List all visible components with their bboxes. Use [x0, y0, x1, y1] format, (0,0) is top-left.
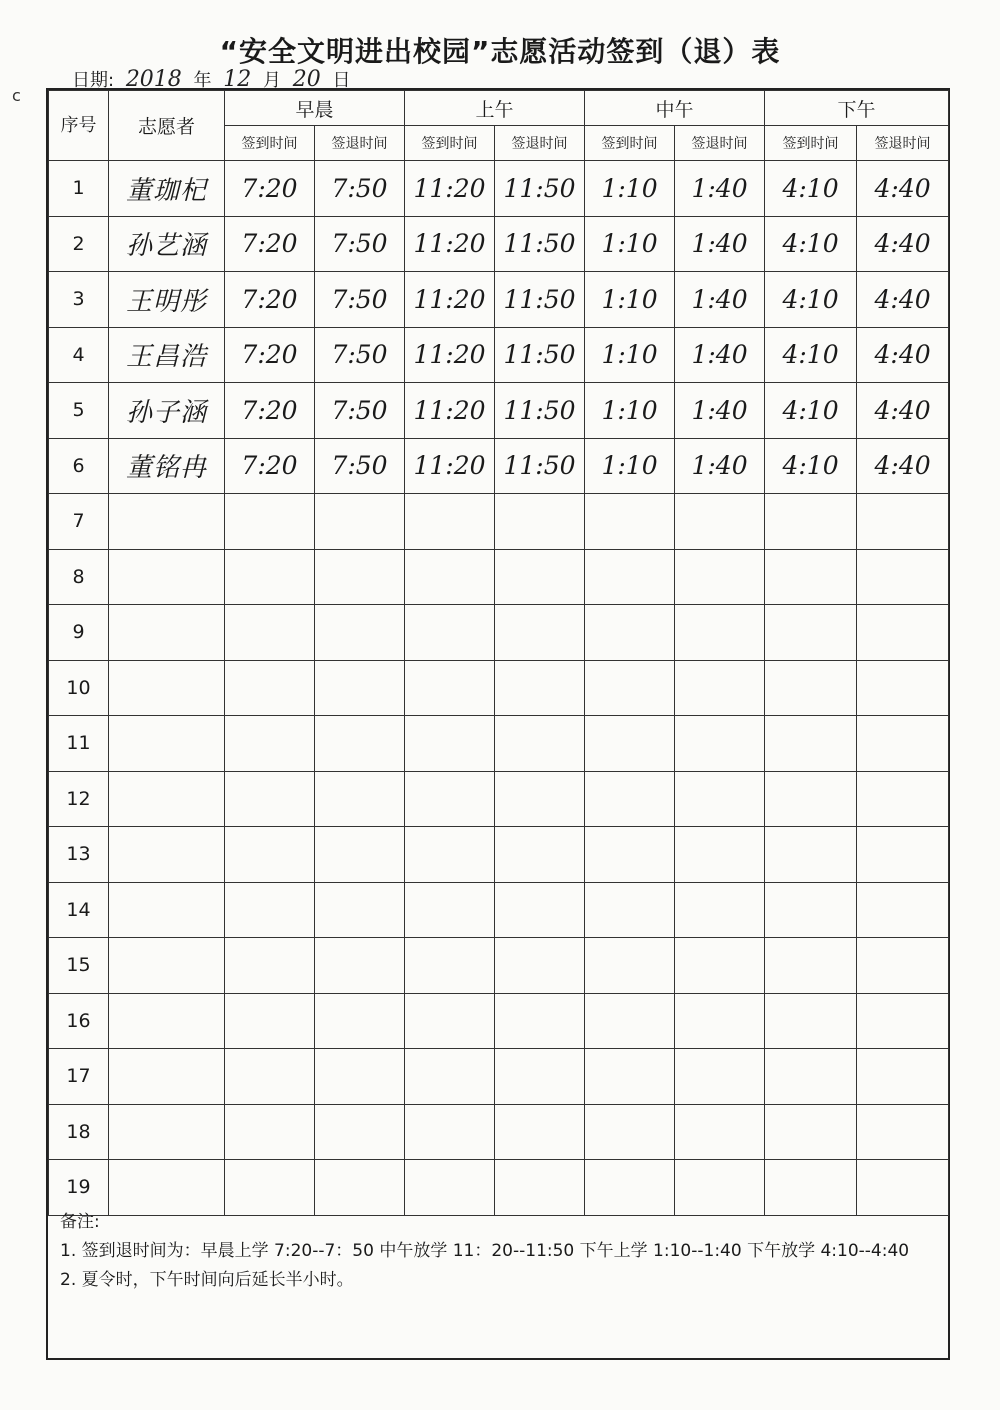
row-signin-time: 4:10	[765, 161, 857, 217]
row-volunteer-name	[109, 1160, 225, 1216]
table-row	[49, 383, 949, 439]
row-signin-time	[225, 938, 315, 994]
row-signin-time: 7:20	[225, 383, 315, 439]
row-signin-time	[225, 771, 315, 827]
notes-heading: 备注:	[60, 1212, 100, 1232]
header-signout: 签退时间	[315, 126, 405, 161]
row-signin-time: 1:10	[585, 161, 675, 217]
row-signin-time	[585, 1104, 675, 1160]
row-signin-time	[765, 1160, 857, 1216]
row-signin-time: 7:20	[225, 272, 315, 328]
row-volunteer-name	[109, 660, 225, 716]
row-signin-time	[585, 938, 675, 994]
row-signin-time: 4:10	[765, 327, 857, 383]
signin-table	[48, 90, 949, 1216]
row-signin-time	[585, 1049, 675, 1105]
date-month-label: 月	[263, 70, 282, 91]
row-signin-time	[765, 882, 857, 938]
row-signin-time: 1:10	[585, 438, 675, 494]
row-signout-time	[495, 993, 585, 1049]
row-signin-time	[225, 494, 315, 550]
row-signin-time	[765, 1049, 857, 1105]
row-signin-time: 7:20	[225, 327, 315, 383]
row-signin-time: 1:10	[585, 327, 675, 383]
row-signout-time: 1:40	[675, 216, 765, 272]
date-day: 20	[292, 67, 321, 92]
row-signin-time: 1:10	[585, 272, 675, 328]
row-signin-time: 7:20	[225, 216, 315, 272]
row-seq: 10	[49, 660, 109, 716]
row-signin-time: 7:20	[225, 161, 315, 217]
table-row	[49, 1049, 949, 1105]
row-signin-time: 4:10	[765, 438, 857, 494]
table-row	[49, 1104, 949, 1160]
table-row	[49, 438, 949, 494]
row-volunteer-name	[109, 882, 225, 938]
row-seq: 9	[49, 605, 109, 661]
row-volunteer-name: 王昌浩	[109, 327, 225, 383]
row-signout-time	[675, 660, 765, 716]
row-signout-time	[495, 827, 585, 883]
row-volunteer-name	[109, 605, 225, 661]
header-signin: 签到时间	[585, 126, 675, 161]
row-signout-time: 1:40	[675, 383, 765, 439]
row-seq: 6	[49, 438, 109, 494]
header-signin: 签到时间	[405, 126, 495, 161]
row-signout-time	[495, 716, 585, 772]
row-seq: 3	[49, 272, 109, 328]
row-signout-time	[857, 494, 949, 550]
row-signout-time: 11:50	[495, 161, 585, 217]
row-signout-time	[675, 1104, 765, 1160]
row-signout-time: 7:50	[315, 327, 405, 383]
row-signout-time	[315, 660, 405, 716]
row-signout-time	[675, 771, 765, 827]
row-signout-time	[315, 771, 405, 827]
row-signout-time: 7:50	[315, 383, 405, 439]
row-signout-time	[315, 1160, 405, 1216]
row-signout-time: 4:40	[857, 327, 949, 383]
row-signin-time	[405, 494, 495, 550]
row-seq: 19	[49, 1160, 109, 1216]
date-year-label: 年	[193, 70, 212, 91]
row-volunteer-name: 孙子涵	[109, 383, 225, 439]
row-signout-time	[495, 1049, 585, 1105]
header-period-noon: 中午	[585, 91, 765, 126]
form-title: “安全文明进出校园”志愿活动签到（退）表	[219, 35, 781, 68]
row-signin-time	[585, 827, 675, 883]
row-signout-time	[857, 938, 949, 994]
row-signout-time	[675, 938, 765, 994]
row-signin-time	[585, 771, 675, 827]
row-signout-time: 11:50	[495, 383, 585, 439]
row-signin-time	[765, 938, 857, 994]
row-signin-time: 11:20	[405, 327, 495, 383]
row-signin-time: 4:10	[765, 272, 857, 328]
row-signout-time	[315, 993, 405, 1049]
row-signout-time	[315, 716, 405, 772]
row-signin-time	[585, 549, 675, 605]
row-signout-time	[857, 716, 949, 772]
margin-mark: c	[12, 86, 21, 105]
row-signin-time	[405, 549, 495, 605]
row-seq: 5	[49, 383, 109, 439]
row-volunteer-name	[109, 993, 225, 1049]
row-signout-time	[495, 771, 585, 827]
header-signout: 签退时间	[675, 126, 765, 161]
row-signin-time	[405, 660, 495, 716]
row-signout-time	[675, 549, 765, 605]
row-volunteer-name: 董铭冉	[109, 438, 225, 494]
table-row	[49, 993, 949, 1049]
row-signin-time	[225, 1160, 315, 1216]
row-volunteer-name	[109, 1049, 225, 1105]
row-signin-time: 1:10	[585, 216, 675, 272]
row-signout-time	[857, 993, 949, 1049]
row-signout-time: 4:40	[857, 272, 949, 328]
notes-line-1: 1. 签到退时间为：早晨上学 7:20--7：50 中午放学 11：20--11:50 下午上学 1:10--1:40 下午放学 4:10--4:40	[60, 1241, 910, 1261]
table-row	[49, 272, 949, 328]
row-signin-time	[405, 716, 495, 772]
header-period-morning: 早晨	[225, 91, 405, 126]
row-signout-time	[675, 716, 765, 772]
row-signout-time	[315, 938, 405, 994]
row-signin-time	[225, 549, 315, 605]
row-seq: 12	[49, 771, 109, 827]
header-seq: 序号	[49, 91, 109, 161]
row-seq: 1	[49, 161, 109, 217]
row-seq: 14	[49, 882, 109, 938]
row-signin-time	[405, 882, 495, 938]
table-row	[49, 938, 949, 994]
row-signout-time: 7:50	[315, 161, 405, 217]
row-signout-time	[675, 1049, 765, 1105]
row-signout-time: 11:50	[495, 216, 585, 272]
row-signout-time: 4:40	[857, 438, 949, 494]
row-signin-time	[405, 1049, 495, 1105]
row-volunteer-name	[109, 494, 225, 550]
row-signin-time: 11:20	[405, 272, 495, 328]
table-body	[49, 161, 949, 1216]
table-row	[49, 660, 949, 716]
row-signin-time: 11:20	[405, 438, 495, 494]
row-seq: 4	[49, 327, 109, 383]
row-signin-time	[765, 660, 857, 716]
row-volunteer-name: 董珈杞	[109, 161, 225, 217]
row-signout-time	[495, 938, 585, 994]
header-signout: 签退时间	[857, 126, 949, 161]
row-signin-time: 4:10	[765, 383, 857, 439]
header-signout: 签退时间	[495, 126, 585, 161]
date-year: 2018	[125, 67, 182, 92]
table-row	[49, 494, 949, 550]
row-signin-time	[225, 660, 315, 716]
row-signin-time	[225, 993, 315, 1049]
row-seq: 13	[49, 827, 109, 883]
row-signout-time: 7:50	[315, 272, 405, 328]
row-signout-time	[857, 605, 949, 661]
notes-line-2: 2. 夏令时，下午时间向后延长半小时。	[60, 1270, 354, 1290]
row-signout-time	[675, 993, 765, 1049]
row-signout-time	[495, 605, 585, 661]
row-signin-time	[405, 1104, 495, 1160]
row-signout-time	[315, 882, 405, 938]
row-seq: 2	[49, 216, 109, 272]
row-signout-time	[495, 549, 585, 605]
row-signin-time	[225, 1104, 315, 1160]
row-signout-time	[675, 605, 765, 661]
row-signout-time	[857, 1049, 949, 1105]
table-row	[49, 161, 949, 217]
row-signout-time	[315, 494, 405, 550]
row-signout-time	[315, 827, 405, 883]
row-volunteer-name	[109, 549, 225, 605]
row-signout-time: 7:50	[315, 216, 405, 272]
date-day-label: 日	[332, 70, 351, 91]
row-seq: 15	[49, 938, 109, 994]
row-signout-time	[857, 1104, 949, 1160]
row-signin-time	[405, 938, 495, 994]
row-signout-time	[495, 1160, 585, 1216]
row-signout-time: 11:50	[495, 272, 585, 328]
row-signin-time: 7:20	[225, 438, 315, 494]
row-signout-time: 4:40	[857, 216, 949, 272]
row-volunteer-name	[109, 716, 225, 772]
table-row	[49, 1160, 949, 1216]
row-volunteer-name: 王明彤	[109, 272, 225, 328]
table-row	[49, 827, 949, 883]
row-signout-time	[857, 660, 949, 716]
table-row	[49, 605, 949, 661]
row-signout-time	[675, 882, 765, 938]
row-signin-time: 11:20	[405, 383, 495, 439]
row-seq: 18	[49, 1104, 109, 1160]
row-signin-time	[585, 605, 675, 661]
row-signin-time	[405, 1160, 495, 1216]
row-seq: 8	[49, 549, 109, 605]
row-signout-time	[495, 1104, 585, 1160]
row-seq: 17	[49, 1049, 109, 1105]
row-signin-time	[405, 605, 495, 661]
header-volunteer: 志愿者	[109, 91, 225, 161]
row-signout-time	[495, 882, 585, 938]
row-signout-time	[675, 827, 765, 883]
row-volunteer-name: 孙艺涵	[109, 216, 225, 272]
header-period-afternoon: 下午	[765, 91, 949, 126]
row-signout-time: 1:40	[675, 272, 765, 328]
row-signout-time	[675, 494, 765, 550]
table-row	[49, 771, 949, 827]
row-signin-time	[225, 827, 315, 883]
row-volunteer-name	[109, 938, 225, 994]
table-row	[49, 549, 949, 605]
row-volunteer-name	[109, 771, 225, 827]
table-row	[49, 327, 949, 383]
row-signin-time	[405, 771, 495, 827]
row-signout-time	[857, 1160, 949, 1216]
row-signin-time	[225, 716, 315, 772]
row-signin-time	[765, 827, 857, 883]
row-volunteer-name	[109, 1104, 225, 1160]
table-row	[49, 216, 949, 272]
row-signin-time: 11:20	[405, 161, 495, 217]
date-month: 12	[223, 67, 252, 92]
row-signin-time	[405, 827, 495, 883]
row-signout-time	[857, 771, 949, 827]
row-signout-time	[495, 660, 585, 716]
row-volunteer-name	[109, 827, 225, 883]
row-signout-time: 1:40	[675, 438, 765, 494]
row-signin-time	[225, 882, 315, 938]
row-signin-time	[765, 771, 857, 827]
row-signout-time	[857, 827, 949, 883]
row-signout-time: 11:50	[495, 327, 585, 383]
row-signout-time: 4:40	[857, 383, 949, 439]
row-seq: 7	[49, 494, 109, 550]
row-signin-time	[585, 494, 675, 550]
row-signout-time	[315, 1104, 405, 1160]
row-seq: 16	[49, 993, 109, 1049]
header-period-forenoon: 上午	[405, 91, 585, 126]
row-signin-time	[585, 660, 675, 716]
table-row	[49, 882, 949, 938]
row-signin-time	[765, 605, 857, 661]
row-signin-time: 1:10	[585, 383, 675, 439]
header-signin: 签到时间	[225, 126, 315, 161]
row-signout-time: 11:50	[495, 438, 585, 494]
row-signin-time	[405, 993, 495, 1049]
row-signout-time: 4:40	[857, 161, 949, 217]
row-signout-time: 7:50	[315, 438, 405, 494]
row-signin-time	[585, 1160, 675, 1216]
row-signin-time	[585, 993, 675, 1049]
row-signout-time	[495, 494, 585, 550]
row-signout-time	[315, 549, 405, 605]
table-row	[49, 716, 949, 772]
notes-section	[60, 1208, 940, 1295]
row-signin-time	[225, 1049, 315, 1105]
row-signout-time: 1:40	[675, 161, 765, 217]
row-signin-time	[585, 882, 675, 938]
row-seq: 11	[49, 716, 109, 772]
row-signin-time	[765, 993, 857, 1049]
row-signout-time	[675, 1160, 765, 1216]
row-signin-time	[765, 716, 857, 772]
row-signin-time	[765, 494, 857, 550]
row-signin-time	[765, 549, 857, 605]
row-signin-time: 4:10	[765, 216, 857, 272]
row-signin-time	[765, 1104, 857, 1160]
signin-sheet	[46, 88, 950, 1360]
row-signin-time	[585, 716, 675, 772]
row-signout-time	[857, 882, 949, 938]
header-signin: 签到时间	[765, 126, 857, 161]
row-signout-time: 1:40	[675, 327, 765, 383]
row-signin-time	[225, 605, 315, 661]
row-signout-time	[857, 549, 949, 605]
date-label: 日期:	[72, 70, 115, 91]
row-signin-time: 11:20	[405, 216, 495, 272]
row-signout-time	[315, 1049, 405, 1105]
row-signout-time	[315, 605, 405, 661]
